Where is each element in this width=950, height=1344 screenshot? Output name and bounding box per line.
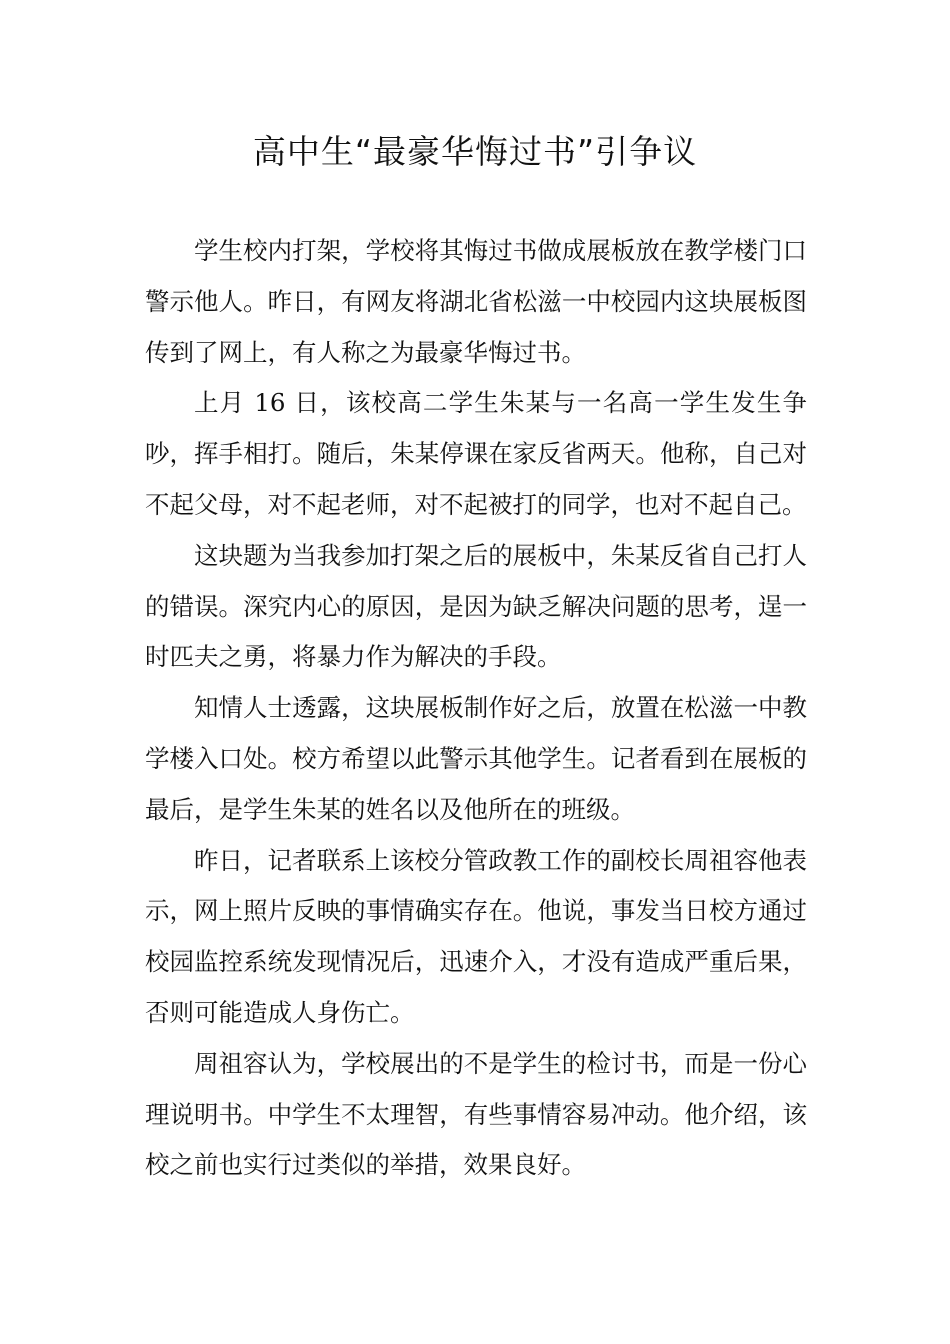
paragraph-1: 学生校内打架，学校将其悔过书做成展板放在教学楼门口警示他人。昨日，有网友将湖北省松滋一中校园内这块展板图传到了网上，有人称之为最豪华悔过书。 — [145, 236, 807, 367]
paragraph-5: 昨日，记者联系上该校分管政教工作的副校长周祖容他表示，网上照片反映的事情确实存在。他说，事发当日校方通过校园监控系统发现情况后，迅速介入，才没有造成严重后果，否则可能造成人身伤亡。 — [145, 845, 807, 1027]
document-body — [145, 226, 807, 1191]
paragraph-4: 知情人士透露，这块展板制作好之后，放置在松滋一中教学楼入口处。校方希望以此警示其他学生。记者看到在展板的最后，是学生朱某的姓名以及他所在的班级。 — [145, 693, 807, 824]
paragraph-2: 上月 16 日，该校高二学生朱某与一名高一学生发生争吵，挥手相打。随后，朱某停课在家反省两天。他称，自己对不起父母，对不起老师，对不起被打的同学，也对不起自己。 — [145, 388, 807, 519]
document-title: 高中生“最豪华悔过书”引争议 — [252, 132, 698, 171]
paragraph-6: 周祖容认为，学校展出的不是学生的检讨书，而是一份心理说明书。中学生不太理智，有些事情容易冲动。他介绍，该校之前也实行过类似的举措，效果良好。 — [145, 1048, 807, 1180]
paragraph-3: 这块题为当我参加打架之后的展板中，朱某反省自己打人的错误。深究内心的原因，是因为缺乏解决问题的思考，逞一时匹夫之勇，将暴力作为解决的手段。 — [145, 540, 807, 672]
